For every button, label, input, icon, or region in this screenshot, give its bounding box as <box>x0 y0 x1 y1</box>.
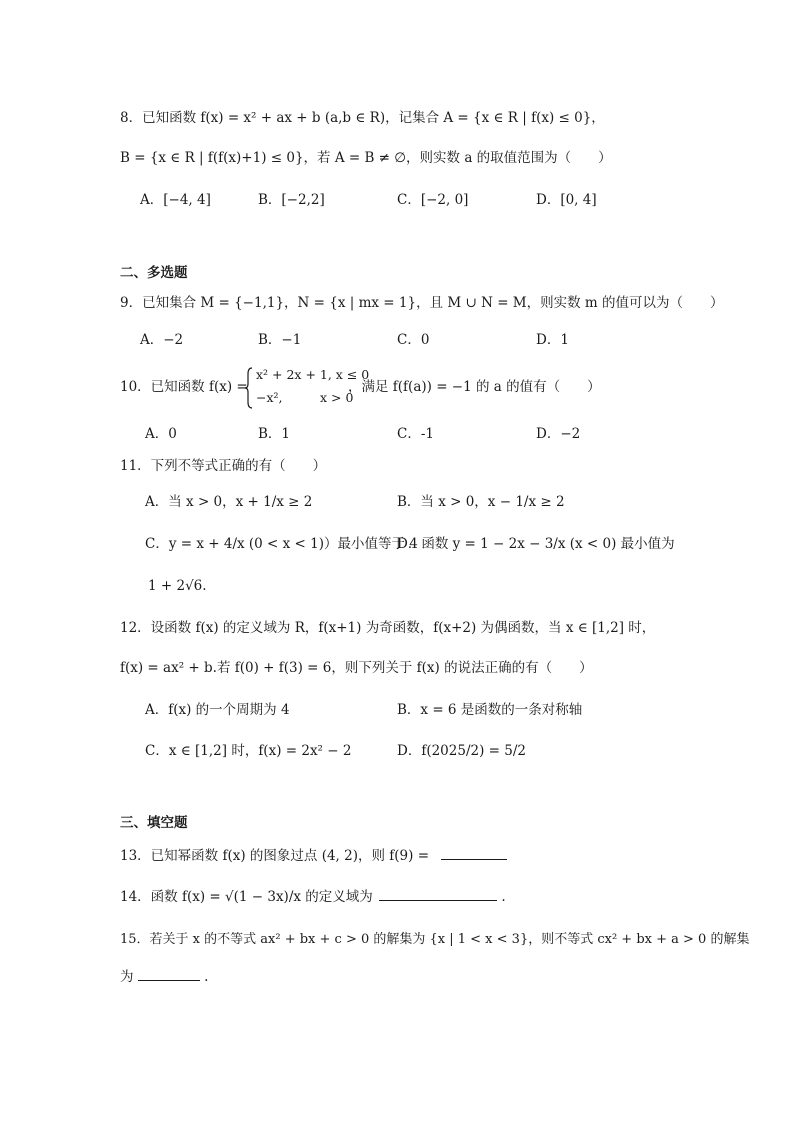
q11-option-d-continued: 1 + 2√6. <box>148 578 207 594</box>
q8-option-d: D．[0, 4] <box>536 192 597 208</box>
q14-stem <box>120 886 506 907</box>
q10-option-b: B．1 <box>258 426 291 442</box>
q11-option-d: D．函数 y = 1 − 2x − 3/x (x < 0) 最小值为 <box>397 536 675 552</box>
q9-option-a: A．−2 <box>140 332 184 348</box>
q8-stem-line2: B = {x ∈ R | f(f(x)+1) ≤ 0}，若 A = B ≠ ∅，则实数 a 的取值范围为（ ） <box>120 150 612 166</box>
section-title-fill-in: 三、填空题 <box>120 815 188 831</box>
q15-period: . <box>204 969 209 985</box>
q10-option-a: A．0 <box>145 426 177 442</box>
q8-option-c: C．[−2, 0] <box>397 192 469 208</box>
q14-answer-blank[interactable] <box>379 886 497 901</box>
q12-option-c: C．x ∈ [1,2] 时，f(x) = 2x² − 2 <box>145 743 352 759</box>
q10-case-1: x² + 2x + 1, x ≤ 0 <box>256 367 370 382</box>
q15-answer-blank[interactable] <box>138 966 200 981</box>
q15-stem-line1: 15．若关于 x 的不等式 ax² + bx + c > 0 的解集为 {x | 1 < x < 3}，则不等式 cx² + bx + a > 0 的解集 <box>120 932 750 947</box>
q9-stem: 9．已知集合 M = {−1,1}，N = {x | mx = 1}，且 M ∪ N = M，则实数 m 的值可以为（ ） <box>120 295 724 311</box>
q10-option-d: D．−2 <box>536 426 581 442</box>
q13-answer-blank[interactable] <box>441 845 507 860</box>
q12-option-d: D．f(2025/2) = 5/2 <box>397 743 526 759</box>
q8-option-a: A．[−4, 4] <box>140 192 211 208</box>
q14-text: 14．函数 f(x) = √(1 − 3x)/x 的定义域为 <box>120 889 373 905</box>
q11-option-a: A．当 x > 0，x + 1/x ≥ 2 <box>145 494 313 510</box>
q12-stem-line2: f(x) = ax² + b.若 f(0) + f(3) = 6，则下列关于 f(x) 的说法正确的有（ ） <box>120 660 593 676</box>
q11-option-c: C．y = x + 4/x (0 < x < 1)）最小值等于 4 <box>145 536 418 552</box>
section-title-multiple-choice: 二、多选题 <box>120 265 188 281</box>
q12-stem-line1: 12．设函数 f(x) 的定义域为 R，f(x+1) 为奇函数，f(x+2) 为偶函数，当 x ∈ [1,2] 时， <box>120 620 656 636</box>
q9-option-d: D．1 <box>536 332 569 348</box>
q10-piecewise-brace <box>244 366 254 410</box>
q12-option-a: A．f(x) 的一个周期为 4 <box>145 702 290 718</box>
q10-case-2: −x², x > 0 <box>256 390 354 405</box>
q10-stem-suffix: ，满足 f(f(a)) = −1 的 a 的值有（ ） <box>348 379 601 395</box>
q10-option-c: C．-1 <box>397 426 434 442</box>
q13-stem <box>120 845 507 866</box>
q15-text-prefix: 为 <box>120 969 134 985</box>
q8-stem-line1: 8．已知函数 f(x) = x² + ax + b (a,b ∈ R)，记集合 A = {x ∈ R | f(x) ≤ 0}， <box>120 110 605 126</box>
q11-option-b: B．当 x > 0，x − 1/x ≥ 2 <box>397 494 565 510</box>
q10-stem-prefix: 10．已知函数 f(x) = <box>120 379 248 395</box>
q12-option-b: B．x = 6 是函数的一条对称轴 <box>397 702 583 718</box>
q8-option-b: B．[−2,2] <box>258 192 325 208</box>
q13-text: 13．已知幂函数 f(x) 的图象过点 (4, 2)，则 f(9) = <box>120 848 430 864</box>
q9-option-c: C．0 <box>397 332 430 348</box>
q15-stem-line2 <box>120 966 208 987</box>
q14-period: . <box>501 889 506 905</box>
q11-stem: 11．下列不等式正确的有（ ） <box>120 458 327 474</box>
q9-option-b: B．−1 <box>258 332 302 348</box>
